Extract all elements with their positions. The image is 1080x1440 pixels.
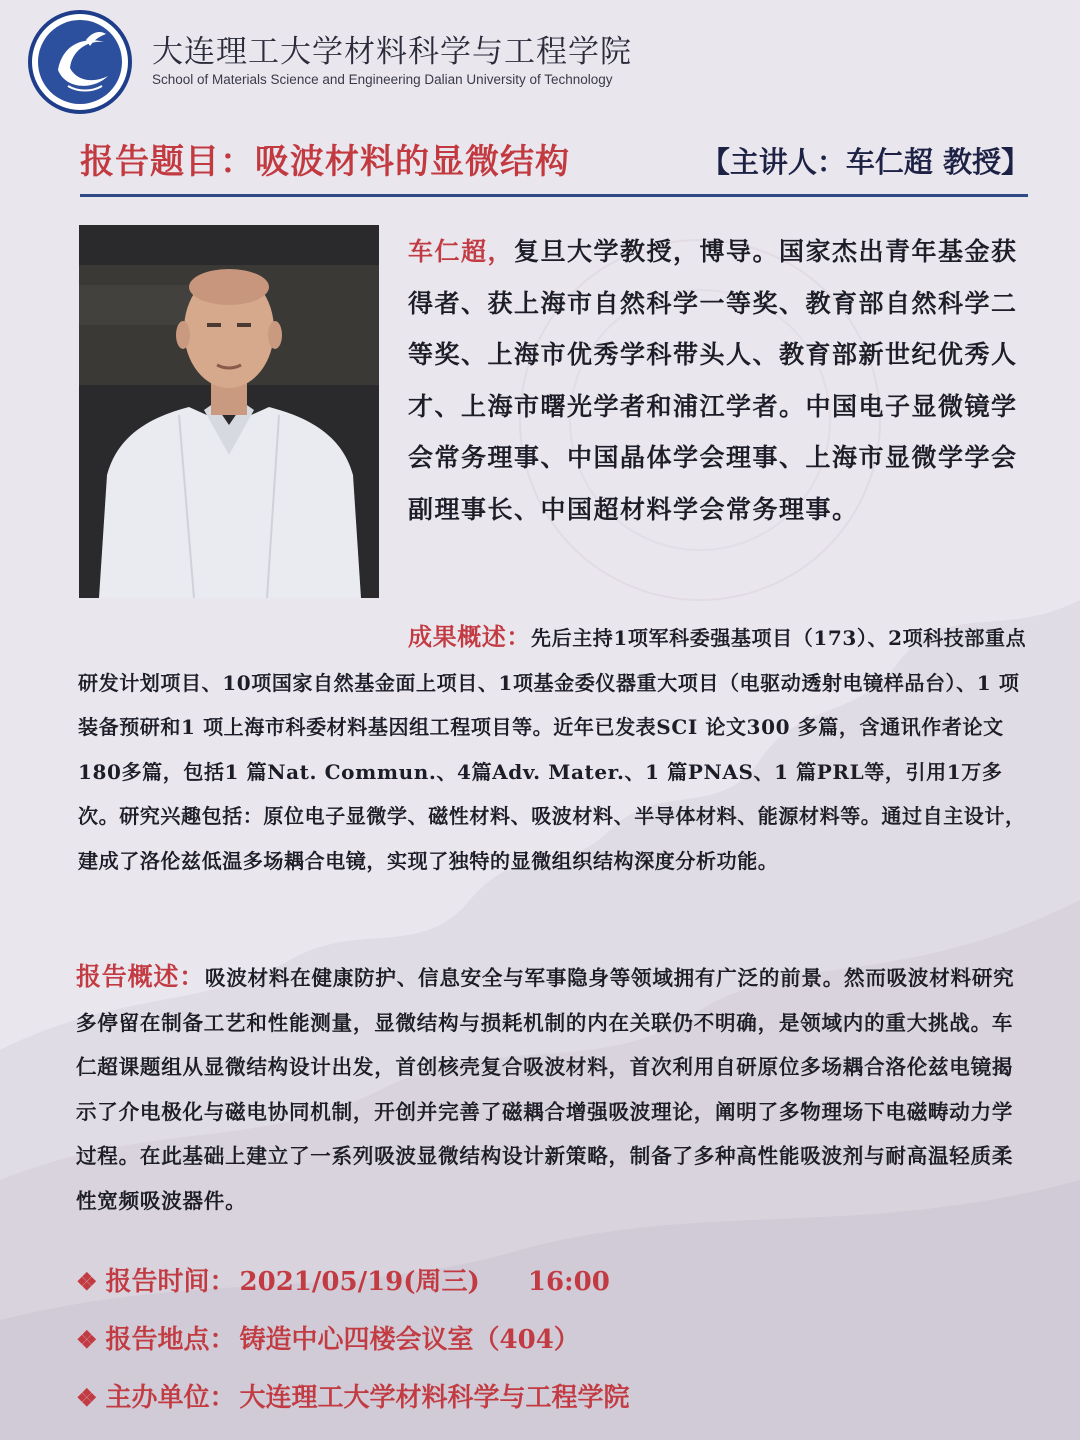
info-place <box>76 1320 580 1360</box>
speaker-bio-text: 复旦大学教授，博导。国家杰出青年基金获得者、获上海市自然科学一等奖、教育部自然科学二等奖、上海市优秀学科带头人、教育部新世纪优秀人才、上海市曙光学者和浦江学者。中国电子显微镜学会常务理事、中国晶体学会理事、上海市显微学学会副理事长、中国超材料学会常务理事。 <box>408 237 1018 524</box>
diamond-bullet-icon: ❖ <box>76 1267 98 1296</box>
report-overview-text: 吸波材料在健康防护、信息安全与军事隐身等领域拥有广泛的前景。然而吸波材料研究多停留在制备工艺和性能测量，显微结构与损耗机制的内在关联仍不明确，是领域内的重大挑战。车仁超课题组从显微结构设计出发，首创核壳复合吸波材料，首次利用自研原位多场耦合洛伦兹电镜揭示了介电极化与磁电协同机制，开创并完善了磁耦合增强吸波理论，阐明了多物理场下电磁畴动力学过程。在此基础上建立了一系列吸波显微结构设计新策略，制备了多种高性能吸波剂与耐高温轻质柔性宽频吸波器件。 <box>76 966 1015 1213</box>
divider-line <box>80 194 1028 197</box>
report-title-row <box>80 134 1030 182</box>
achievements-section <box>78 615 1028 883</box>
speaker-bio <box>408 226 1033 535</box>
report-title: 吸波材料的显微结构 <box>255 142 570 182</box>
speaker-label: 【主讲人：车仁超 教授】 <box>700 145 1030 179</box>
speaker-name: 车仁超， <box>408 237 515 266</box>
info-host <box>76 1378 630 1418</box>
place-value: 铸造中心四楼会议室（404） <box>239 1325 580 1355</box>
host-value: 大连理工大学材料科学与工程学院 <box>239 1383 630 1413</box>
diamond-bullet-icon: ❖ <box>76 1383 98 1412</box>
time-clock: 16:00 <box>527 1267 610 1297</box>
speaker-photo <box>79 225 379 598</box>
org-name-chinese: 大连理工大学材料科学与工程学院 <box>152 34 632 70</box>
achievements-text: 先后主持1项军科委强基项目（173）、2项科技部重点研发计划项目、10项国家自然基金面上项目、1项基金委仪器重大项目（电驱动透射电镜样品台）、1 项装备预研和1 项上海市科委材料基因组工程项目等。近年已发表SCI 论文300 多篇，含通讯作者论文180多篇，包括1 篇Nat. Commun.、4篇Adv. Mater.、1 篇PNAS、1 篇PRL等，引用1万多次。研究兴趣包括：原位电子显微学、磁性材料、吸波材料、半导体材料、能源材料等。通过自主设计，建成了洛伦兹低温多场耦合电镜，实现了独特的显微组织结构深度分析功能。 <box>78 626 1027 873</box>
info-time <box>76 1262 610 1302</box>
place-label: 报告地点： <box>105 1325 236 1355</box>
org-name-english: School of Materials Science and Engineering Dalian University of Technology <box>152 72 613 87</box>
achievements-heading: 成果概述： <box>408 622 531 651</box>
university-logo <box>28 10 132 114</box>
time-date: 2021/05/19(周三) <box>239 1267 480 1297</box>
diamond-bullet-icon: ❖ <box>76 1325 98 1354</box>
report-overview-heading: 报告概述： <box>76 962 206 991</box>
report-overview-section <box>76 955 1031 1224</box>
title-label: 报告题目： <box>80 142 255 182</box>
host-label: 主办单位： <box>105 1383 236 1413</box>
time-label: 报告时间： <box>105 1267 236 1297</box>
